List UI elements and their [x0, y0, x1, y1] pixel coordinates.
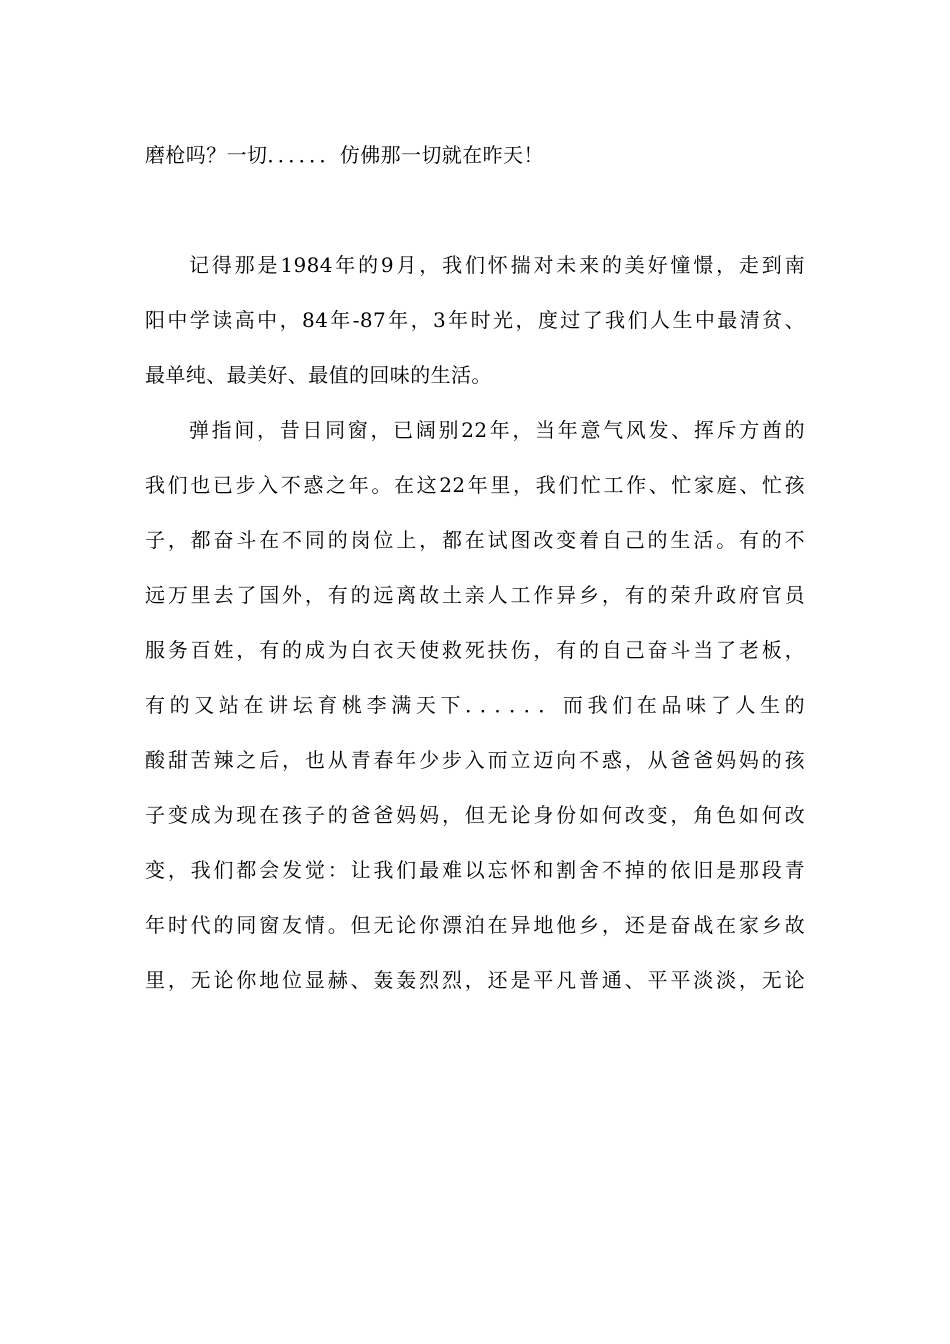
text-line: 阳中学读高中，84年-87年，3年时光，度过了我们人生中最清贫、	[145, 308, 805, 332]
text-line: 子，都奋斗在不同的岗位上，都在试图改变着自己的生活。有的不	[145, 528, 805, 552]
document-body	[145, 128, 805, 1008]
text-line: 年时代的同窗友情。但无论你漂泊在异地他乡，还是奋战在家乡故	[145, 913, 805, 937]
text-line: 服务百姓，有的成为白衣天使救死扶伤，有的自己奋斗当了老板，	[145, 638, 805, 662]
text-line: 子变成为现在孩子的爸爸妈妈，但无论身份如何改变，角色如何改	[145, 803, 805, 827]
spacer	[145, 183, 805, 238]
text-line: 里，无论你地位显赫、轰轰烈烈，还是平凡普通、平平淡淡，无论	[145, 968, 805, 992]
text-line: 我们也已步入不惑之年。在这22年里，我们忙工作、忙家庭、忙孩	[145, 473, 805, 497]
text-line: 弹指间，昔日同窗，已阔别22年，当年意气风发、挥斥方酋的	[189, 418, 805, 442]
text-line: 远万里去了国外，有的远离故土亲人工作异乡，有的荣升政府官员	[145, 583, 805, 607]
text-line: 磨枪吗？一切．．．．．．仿佛那一切就在昨天！	[145, 143, 544, 167]
text-line: 酸甜苦辣之后，也从青春年少步入而立迈向不惑，从爸爸妈妈的孩	[145, 748, 805, 772]
text-line: 变，我们都会发觉：让我们最难以忘怀和割舍不掉的依旧是那段青	[145, 858, 805, 882]
text-line: 记得那是1984年的9月，我们怀揣对未来的美好憧憬，走到南	[189, 253, 805, 277]
text-line: 最单纯、最美好、最值的回味的生活。	[145, 363, 492, 387]
text-line: 有的又站在讲坛育桃李满天下．．．．．．而我们在品味了人生的	[145, 693, 805, 717]
